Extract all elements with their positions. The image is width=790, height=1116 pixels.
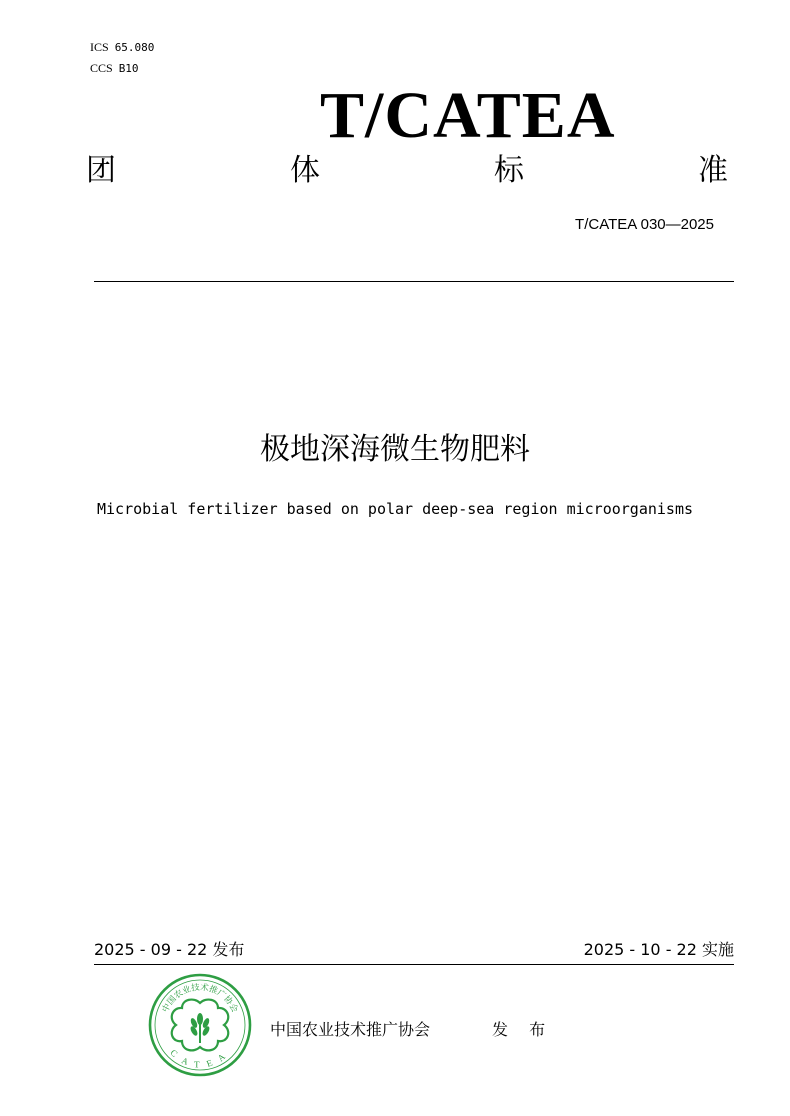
footer-divider (94, 964, 734, 965)
standard-code-title: T/CATEA (320, 79, 616, 152)
standard-type (86, 152, 728, 190)
seal-bottom-text: CATEA (168, 1047, 232, 1070)
seal-arc-text: 中国农业技术推广协会 (160, 982, 240, 1015)
ics-value: 65.080 (114, 41, 155, 54)
ics-line (90, 40, 154, 55)
document-title-cn: 极地深海微生物肥料 (260, 432, 530, 467)
publish-label: 发 布 (492, 1020, 554, 1039)
standard-number: T/CATEA 030—2025 (575, 216, 714, 233)
publisher-name: 中国农业技术推广协会 (270, 1020, 431, 1039)
ics-label: ICS (90, 40, 109, 54)
standard-type-char: 标 (494, 153, 524, 188)
ccs-line (90, 61, 139, 76)
header-divider (94, 281, 734, 282)
implementation-date: 2025 - 10 - 22 实施 (583, 940, 734, 959)
ccs-label: CCS (90, 61, 113, 75)
standard-type-char: 准 (698, 153, 728, 188)
catea-seal-logo (148, 973, 252, 1077)
standard-type-char: 团 (86, 153, 116, 188)
document-title-en: Microbial fertilizer based on polar deep-sea region microorganisms (96, 500, 694, 518)
issue-date: 2025 - 09 - 22 发布 (94, 940, 245, 959)
ccs-value: B10 (118, 62, 139, 75)
standard-type-char: 体 (290, 153, 320, 188)
